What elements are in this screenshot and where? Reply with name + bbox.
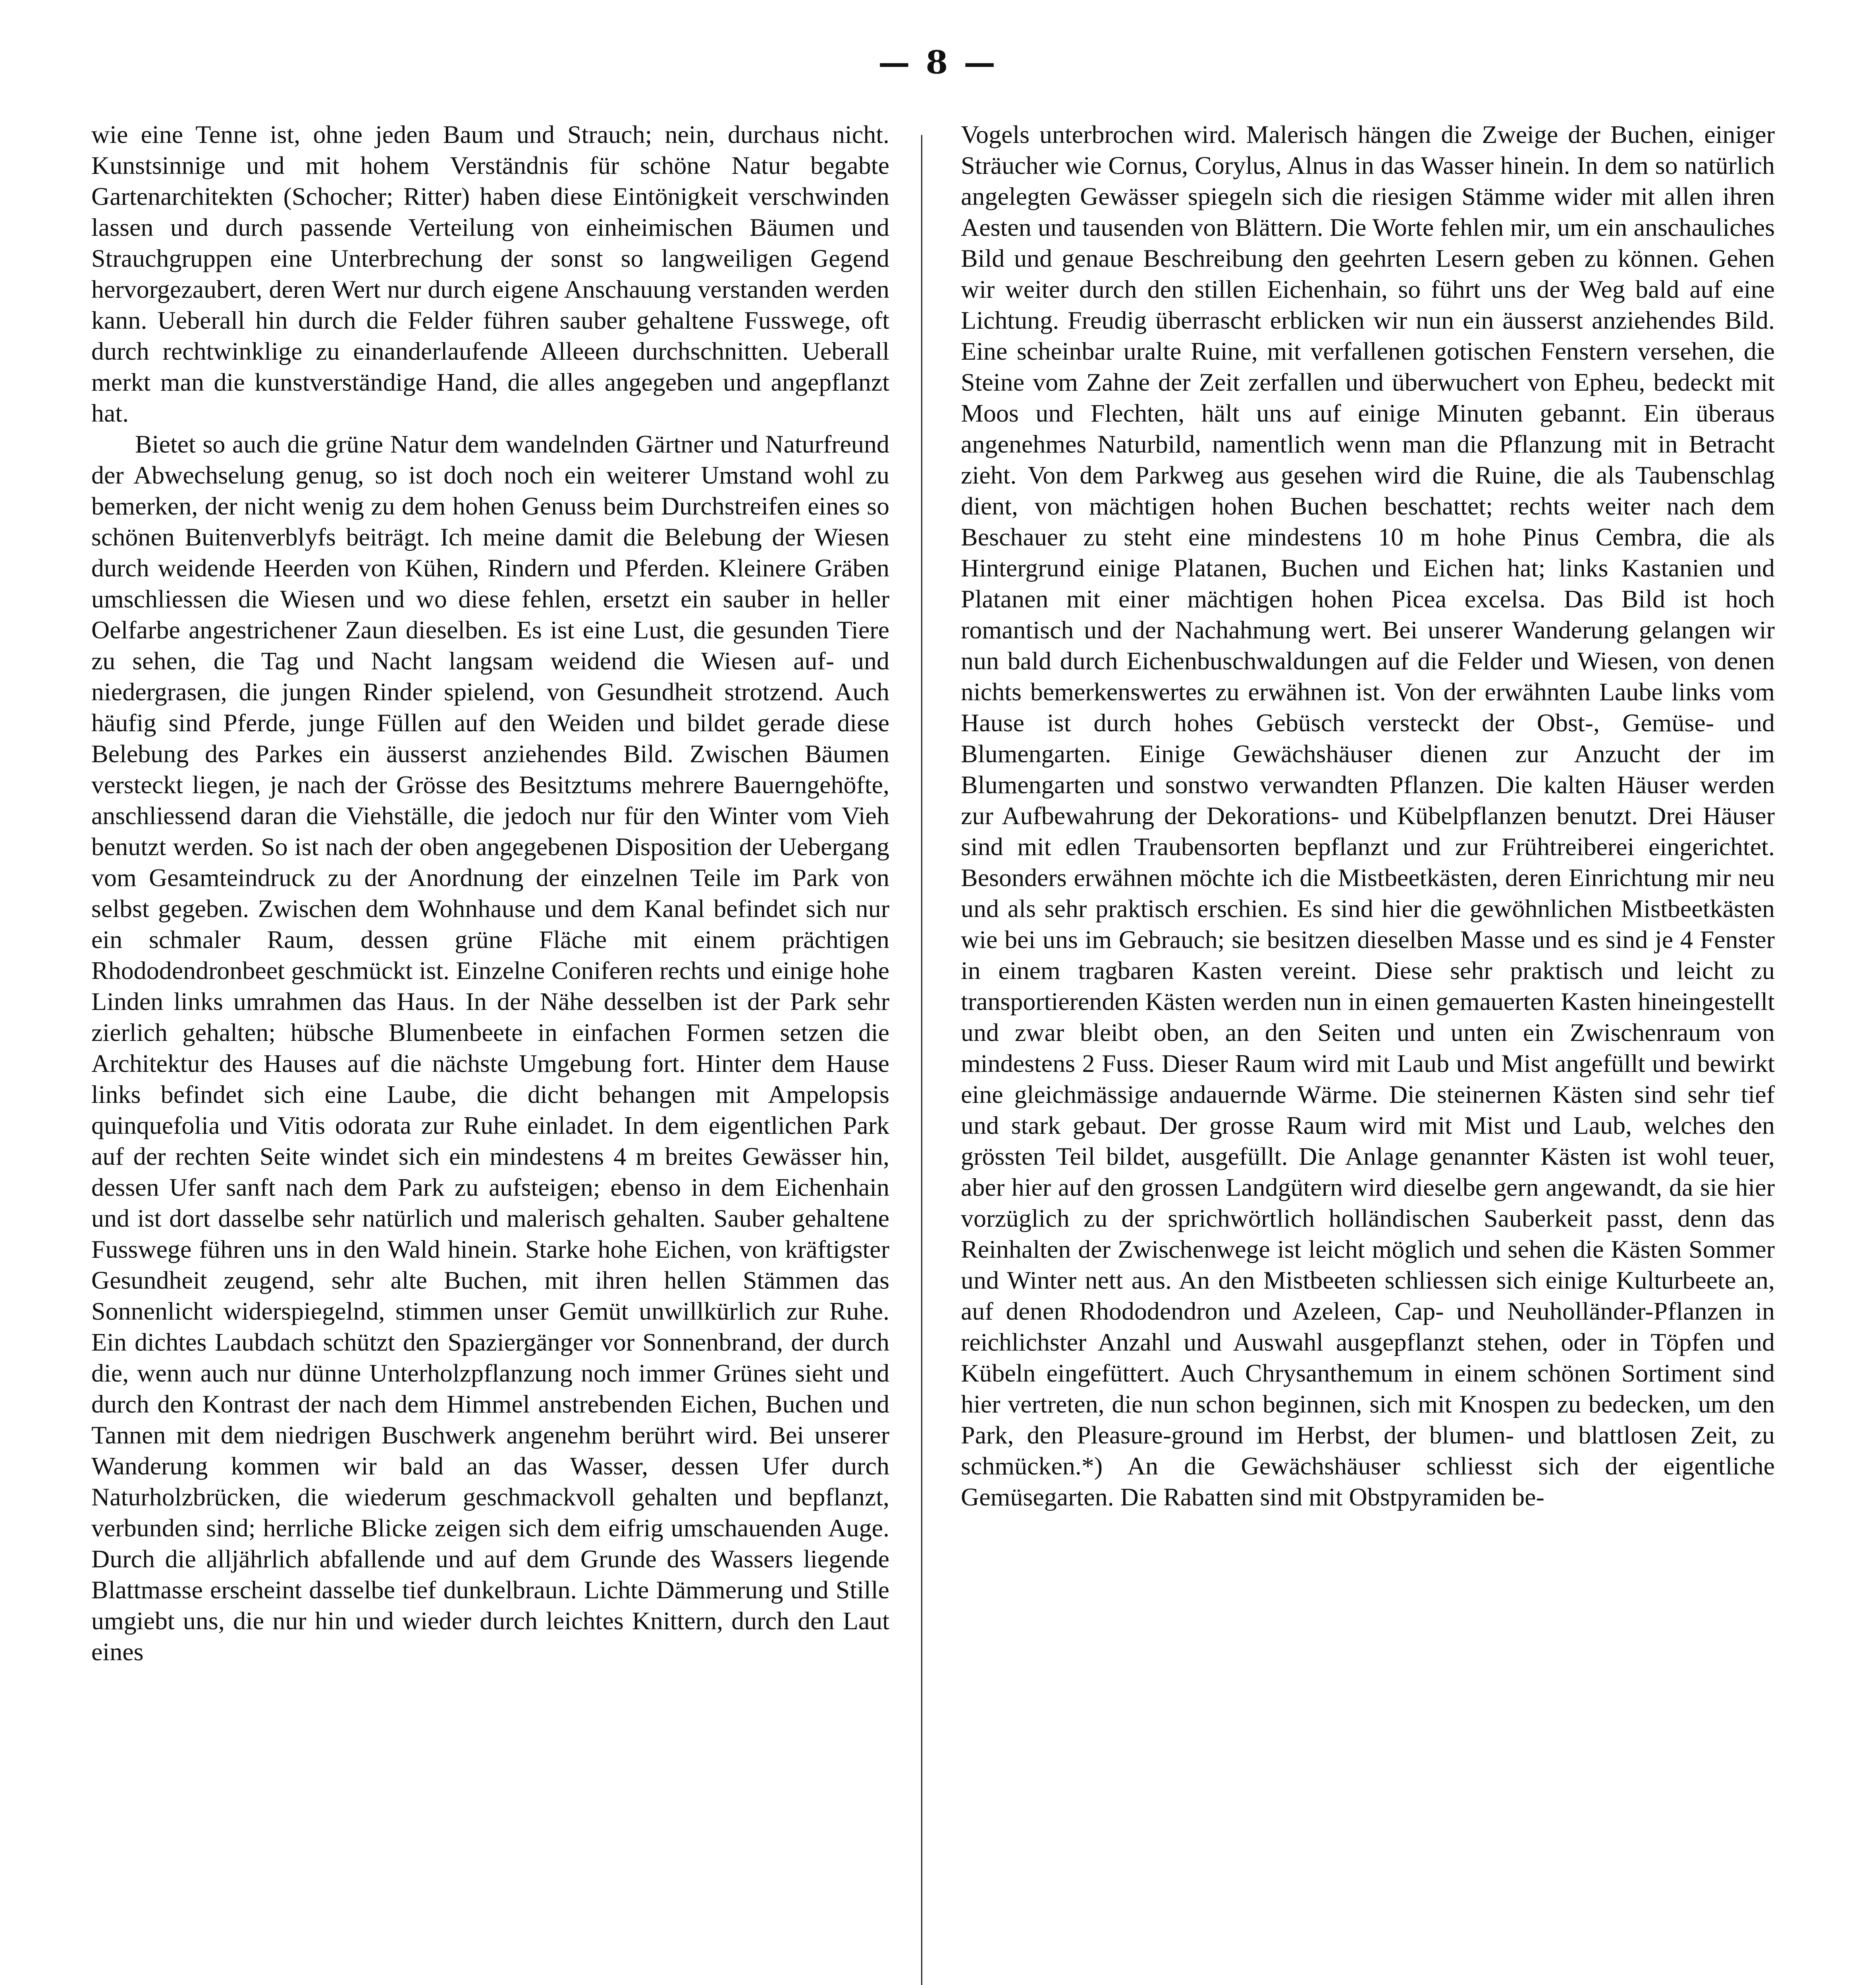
paragraph: Bietet so auch die grüne Natur dem wandelnden Gärtner und Naturfreund der Abwechselung genug, so ist doch noch ein weiterer Umstand wohl zu bemerken, der nicht wenig zu dem hohen Genuss beim Durchstreifen eines so schönen Buitenverblyfs beiträgt. Ich meine damit die Belebung der Wiesen durch weidende Heerden von Kühen, Rindern und Pferden. Kleinere Gräben umschliessen die Wiesen und wo diese fehlen, ersetzt ein sauber in heller Oelfarbe angestrichener Zaun dieselben. Es ist eine Lust, die gesunden Tiere zu sehen, die Tag und Nacht langsam weidend die Wiesen auf- und niedergrasen, die jungen Rinder spielend, von Gesundheit strotzend. Auch häufig sind Pferde, junge Füllen auf den Weiden und bildet gerade diese Belebung des Parkes ein äusserst anziehendes Bild. Zwischen Bäumen versteckt liegen, je nach der Grösse des Besitztums mehrere Bauerngehöfte, anschliessend daran die Viehställe, die jedoch nur für den Winter vom Vieh benutzt werden. So ist nach der oben angegebenen Disposition der Uebergang vom Gesamteindruck zu der Anordnung der einzelnen Teile im Park von selbst gegeben. Zwischen dem Wohnhause und dem Kanal befindet sich nur ein schmaler Raum, dessen grüne Fläche mit einem prächtigen Rhododendronbeet geschmückt ist. Einzelne Coniferen rechts und einige hohe Linden links umrahmen das Haus. In der Nähe desselben ist der Park sehr zierlich gehalten; hübsche Blumenbeete in einfachen Formen setzen die Architektur des Hauses auf die nächste Umgebung fort. Hinter dem Hause links befindet sich eine Laube, die dicht behangen mit Ampelopsis quinquefolia und Vitis odorata zur Ruhe einladet. In dem eigentlichen Park auf der rechten Seite windet sich ein mindestens 4 m breites Gewässer hin, dessen Ufer sanft nach dem Park zu aufsteigen; ebenso in dem Eichenhain und ist dort dasselbe sehr natürlich und malerisch gehalten. Sauber gehaltene Fusswege führen uns in den Wald hinein. Starke hohe Eichen, von kräftigster Gesundheit zeugend, sehr alte Buchen, mit ihren hellen Stämmen das Sonnenlicht widerspiegelnd, stimmen unser Gemüt unwillkürlich zur Ruhe. Ein dichtes Laubdach schützt den Spaziergänger vor Sonnenbrand, der durch die, wenn auch nur dünne Unterholzpflanzung noch immer Grünes sieht und durch den Kontrast der nach dem Himmel anstrebenden Eichen, Buchen und Tannen mit dem niedrigen Buschwerk angenehm berührt wird. Bei unserer Wanderung kommen wir bald an das Wasser, dessen Ufer durch Naturholzbrücken, die wiederum geschmackvoll gehalten und bepflanzt, verbunden sind; herrliche Blicke zeigen sich dem eifrig umschauenden Auge. Durch die alljährlich abfallende und auf dem Grunde des Wassers liegende Blattmasse erscheint dasselbe tief dunkelbraun. Lichte Dämmerung und Stille umgiebt uns, die nur hin und wieder durch leichtes Knittern, durch den Laut eines [91,430,889,1666]
paragraph: wie eine Tenne ist, ohne jeden Baum und Strauch; nein, durchaus nicht. Kunstsinnige und mit hohem Verständnis für schöne Natur begabte Gartenarchitekten (Schocher; Ritter) haben diese Eintönigkeit verschwinden lassen und durch passende Verteilung von einheimischen Bäumen und Strauchgruppen eine Unterbrechung der sonst so langweiligen Gegend hervorgezaubert, deren Wert nur durch eigene Anschauung verstanden werden kann. Ueberall hin durch die Felder führen sauber gehaltene Fusswege, oft durch rechtwinklige zu einanderlaufende Alleeen durchschnitten. Ueberall merkt man die kunstverständige Hand, die alles angegeben und angepflanzt hat. [91,120,889,427]
column-divider [921,135,922,1985]
paragraph: Vogels unterbrochen wird. Malerisch hängen die Zweige der Buchen, einiger Sträucher wie Cornus, Corylus, Alnus in das Wasser hinein. In dem so natürlich angelegten Gewässer spiegeln sich die riesigen Stämme wider mit allen ihren Aesten und tausenden von Blättern. Die Worte fehlen mir, um ein anschauliches Bild und genaue Beschreibung den geehrten Lesern geben zu können. Gehen wir weiter durch den stillen Eichenhain, so führt uns der Weg bald auf eine Lichtung. Freudig überrascht erblicken wir nun ein äusserst anziehendes Bild. Eine scheinbar uralte Ruine, mit verfallenen gotischen Fenstern versehen, die Steine vom Zahne der Zeit zerfallen und überwuchert von Epheu, bedeckt mit Moos und Flechten, hält uns auf einige Minuten gebannt. Ein überaus angenehmes Naturbild, namentlich wenn man die Pflanzung mit in Betracht zieht. Von dem Parkweg aus gesehen wird die Ruine, die als Taubenschlag dient, von mächtigen hohen Buchen beschattet; rechts weiter nach dem Beschauer zu steht eine mindestens 10 m hohe Pinus Cembra, die als Hintergrund einige Platanen, Buchen und Eichen hat; links Kastanien und Platanen mit einer mächtigen hohen Picea excelsa. Das Bild ist hoch romantisch und der Nachahmung wert. Bei unserer Wanderung gelangen wir nun bald durch Eichenbuschwaldungen auf die Felder und Wiesen, von denen nichts bemerkenswertes zu erwähnen ist. Von der erwähnten Laube links vom Hause ist durch hohes Gebüsch versteckt der Obst-, Gemüse- und Blumengarten. Einige Gewächshäuser dienen zur Anzucht der im Blumengarten und sonstwo verwandten Pflanzen. Die kalten Häuser werden zur Aufbewahrung der Dekorations- und Kübelpflanzen benutzt. Drei Häuser sind mit edlen Traubensorten bepflanzt und zur Frühtreiberei eingerichtet. Besonders erwähnen möchte ich die Mistbeetkästen, deren Einrichtung mir neu und als sehr praktisch erschien. Es sind hier die gewöhnlichen Mistbeetkästen wie bei uns im Gebrauch; sie besitzen dieselben Masse und es sind je 4 Fenster in einem tragbaren Kasten vereint. Diese sehr praktisch und leicht zu transportierenden Kästen werden nun in einen gemauerten Kasten hineingestellt und zwar bleibt oben, an den Seiten und unten ein Zwischenraum von mindestens 2 Fuss. Dieser Raum wird mit Laub und Mist angefüllt und bewirkt eine gleichmässige andauernde Wärme. Die steinernen Kästen sind sehr tief und stark gebaut. Der grosse Raum wird mit Mist und Laub, welches den grössten Teil bildet, ausgefüllt. Die Anlage genannter Kästen ist wohl teuer, aber hier auf den grossen Landgütern wird dieselbe gern angewandt, da sie hier vorzüglich zu der sprichwörtlich holländischen Sauberkeit passt, denn das Reinhalten der Zwischenwege ist leicht möglich und sehen die Kästen Sommer und Winter nett aus. An den Mistbeeten schliessen sich einige Kulturbeete an, auf denen Rhododendron und Azeleen, Cap- und Neuholländer-Pflanzen in reichlichster Anzahl und Auswahl ausgepflanzt stehen, oder in Töpfen und Kübeln eingefüttert. Auch Chrysanthemum in einem schönen Sortiment sind hier vertreten, die nun schon beginnen, sich mit Knospen zu bedecken, um den Park, den Pleasure-ground im Herbst, der blumen- und blattlosen Zeit, zu schmücken.*) An die Gewächshäuser schliesst sich der eigentliche Gemüsegarten. Die Rabatten sind mit Obstpyramiden be- [961,120,1775,1511]
right-column [961,119,1775,1985]
left-column [91,119,889,1985]
page-number: — 8 — [878,44,998,81]
